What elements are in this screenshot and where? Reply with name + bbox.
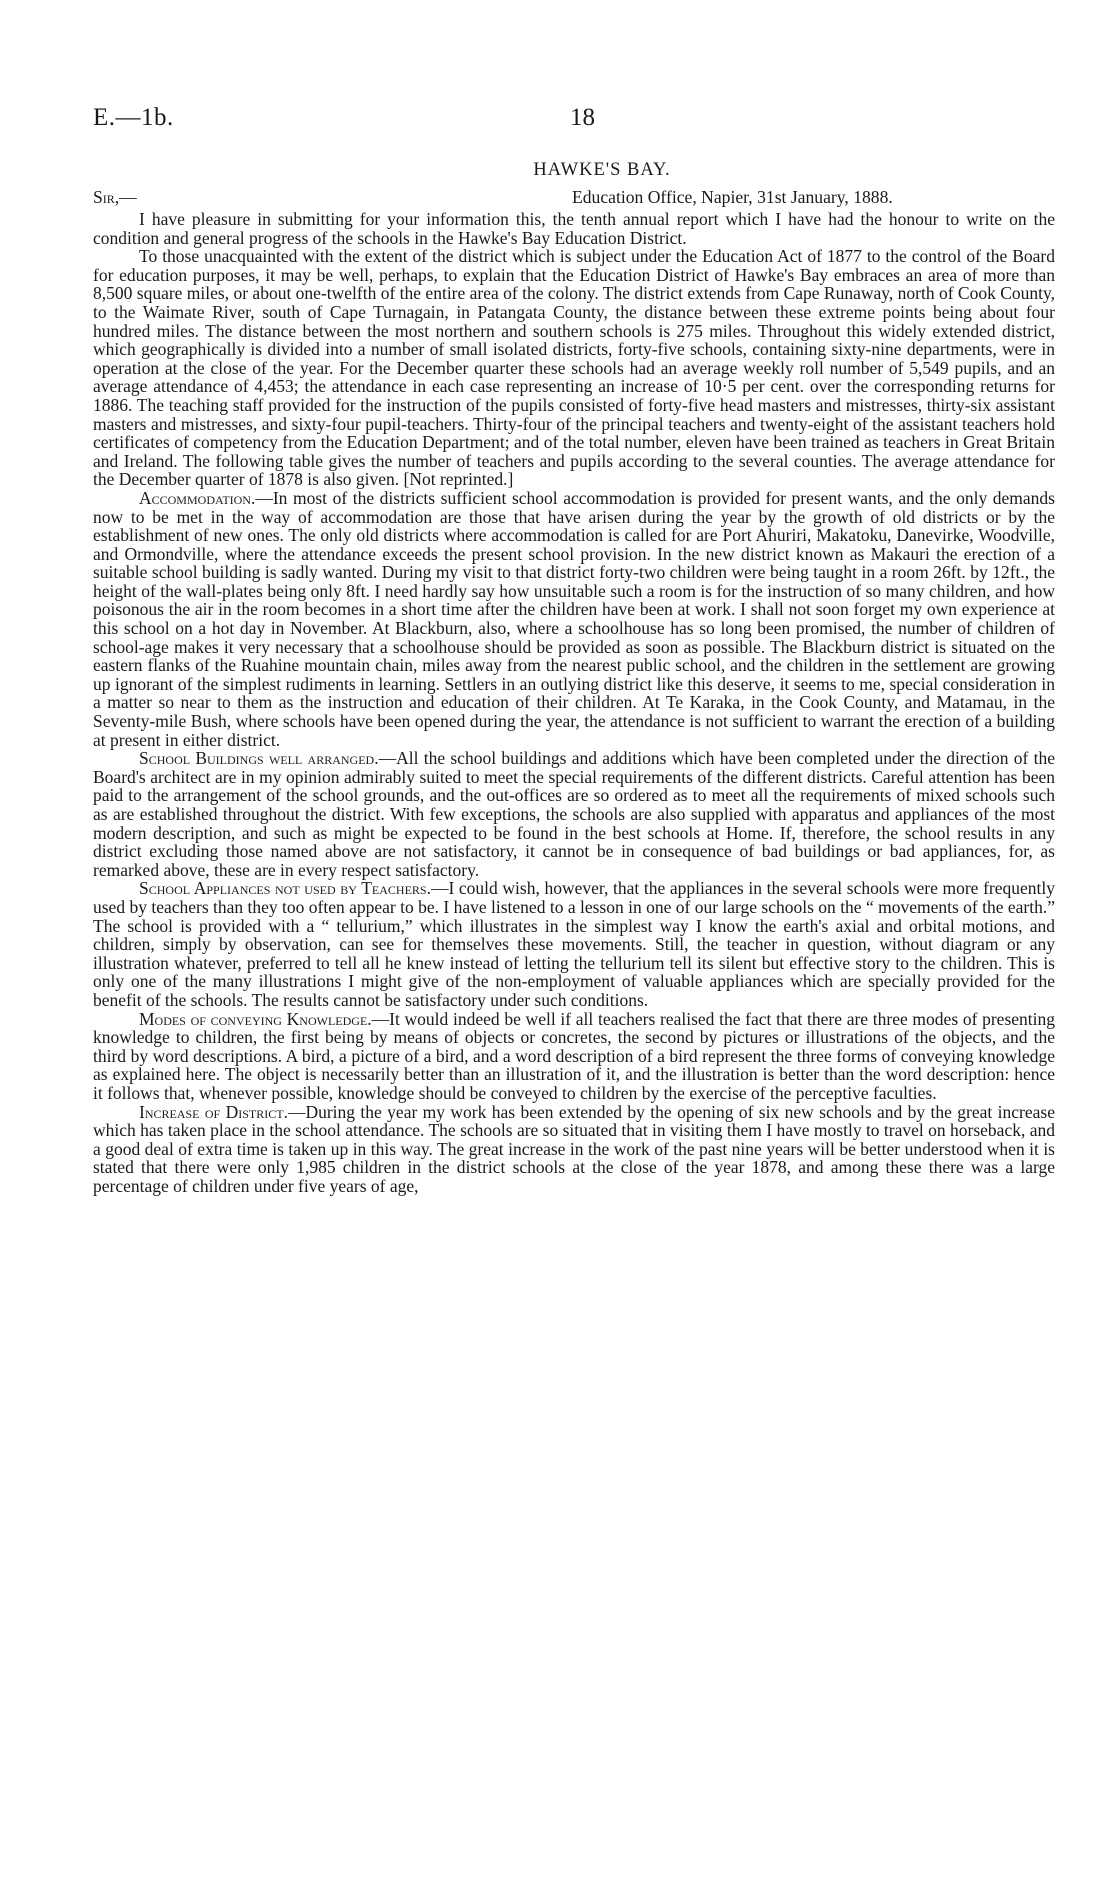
paragraph-school-buildings [93,749,1055,879]
paragraph-heading: Increase of District. [139,1101,288,1122]
paragraph-heading: School Appliances not used by Teachers. [139,878,431,899]
paragraph-heading: Modes of conveying Knowledge. [139,1008,372,1029]
paragraph-school-appliances [93,879,1055,1009]
paragraph-accommodation [93,489,1055,749]
document-reference: E.—1b. [93,104,174,131]
paragraph-text: —I could wish, however, that the appliances in the several schools were more frequently used by teachers than they too often appear to be. I have listened to a lesson in one of our large schools on the “ movements of the earth.” The school is provided with a “ tellurium,” which illustrates in the simplest way I know the earth's axial and orbital motions, and children, simply by observation, can see for themselves these movements. Still, the teacher in question, without diagram or any illustration whatever, preferred to tell all he knew instead of letting the tellurium tell its silent but effective story to the children. This is only one of the many illustrations I might give of the non-employment of valuable appliances which are specially provided for the benefit of the schools. The results cannot be satisfactory under such conditions. [93,878,1055,1010]
dateline: Education Office, Napier, 31st January, 1888. [572,187,893,207]
paragraph-text: —In most of the districts sufficient school accommodation is provided for present wants, and the only demands now to be met in the way of accommodation are those that have arisen during the year by the growth of old districts or by the establishment of new ones. The only old districts where accommodation is called for are Port Ahuriri, Makatoku, Danevirke, Woodville, and Ormondville, where the attendance exceeds the present school provision. In the new district known as Makauri the erection of a suitable school building is sadly wanted. During my visit to that district forty-two children were being taught in a room 26ft. by 12ft., the height of the wall-plates being only 8ft. I need hardly say how unsuitable such a room is for the instruction of so many children, and how poisonous the air in the room becomes in a short time after the children have been at work. I shall not soon forget my own experience at this school on a hot day in November. At Blackburn, also, where a schoolhouse has so long been promised, the number of children of school-age makes it very necessary that a schoolhouse should be provided as soon as possible. The Blackburn district is situated on the eastern flanks of the Ruahine mountain chain, miles away from the nearest public school, and the children in the settlement are growing up ignorant of the simplest rudiments in learning. Settlers in an outlying district like this deserve, it seems to me, special consideration in a matter so near to them as the instruction and education of their children. At Te Karaka, in the Cook County, and Matamau, in the Seventy-mile Bush, where schools have been opened during the year, the attendance is not sufficient to warrant the erection of a building at present in either district. [93,487,1055,750]
paragraph-text: —During the year my work has been extended by the opening of six new schools and by the great increase which has taken place in the school attendance. The schools are so situated that in visiting them I have mostly to travel on horseback, and a good deal of extra time is taken up in this way. The great increase in the work of the past nine years will be better understood when it is stated that there were only 1,985 children in the district schools at the close of the year 1878, and among these there was a large percentage of children under five years of age, [93,1101,1055,1196]
report-title: HAWKE'S BAY. [533,160,671,180]
salutation: Sir,— [93,187,137,207]
paragraph-text: —All the school buildings and additions which have been completed under the direction of the Board's architect are in my opinion admirably suited to meet the special requirements of the different districts. Careful attention has been paid to the arrangement of the school grounds, and the out-offices are so ordered as to meet all the requirements of mixed schools such as are established throughout the district. With few exceptions, the schools are also supplied with apparatus and appliances of the most modern description, and such as might be expected to be found in the best schools at Home. If, therefore, the school results in any district excluding those named above are not satisfactory, it cannot be in consequence of bad buildings or bad appliances, for, as remarked above, these are in every respect satisfactory. [93,748,1055,880]
paragraph-heading: Accommodation. [139,487,256,508]
paragraph-increase-district [93,1103,1055,1196]
paragraph-intro [93,210,1055,247]
report-body [93,210,1055,1195]
page-number: 18 [570,104,595,131]
paragraph-text: To those unacquainted with the extent of the district which is subject under the Education Act of 1877 to the control of the Board for education purposes, it may be well, perhaps, to explain that the Education District of Hawke's Bay embraces an area of more than 8,500 square miles, or about one-twelfth of the entire area of the colony. The district extends from Cape Runaway, north of Cook County, to the Waimate River, south of Cape Turnagain, in Patangata County, the distance between these extreme points being about four hundred miles. The distance between the most northern and southern schools is 275 miles. Throughout this widely extended district, which geographically is divided into a number of small isolated districts, forty-five schools, containing sixty-nine departments, were in operation at the close of the year. For the December quarter these schools had an average weekly roll number of 5,549 pupils, and an average attendance of 4,453; the attendance in each case representing an increase of 10·5 per cent. over the corresponding returns for 1886. The teaching staff provided for the instruction of the pupils consisted of forty-five head masters and mistresses, thirty-six assistant masters and mistresses, and sixty-four pupil-teachers. Thirty-four of the principal teachers and twenty-eight of the assistant teachers hold certificates of competency from the Education Department; and of the total number, eleven have been trained as teachers in Great Britain and Ireland. The following table gives the number of teachers and pupils according to the several counties. The average attendance for the December quarter of 1878 is also given. [Not reprinted.] [93,246,1055,490]
paragraph-modes-knowledge [93,1010,1055,1103]
paragraph-district-extent [93,247,1055,489]
paragraph-heading: School Buildings well arranged. [139,748,379,769]
paragraph-text: —It would indeed be well if all teachers realised the fact that there are three modes of presenting knowledge to children, the first being by means of objects or concretes, the second by pictures or illustrations of the objects, and the third by word descriptions. A bird, a picture of a bird, and a word description of a bird represent the three forms of conveying knowledge as explained here. The object is necessarily better than an illustration of it, and the illustration is better than the word description: hence it follows that, whenever possible, knowledge should be conveyed to children by the exercise of the perceptive faculties. [93,1008,1055,1103]
paragraph-text: I have pleasure in submitting for your information this, the tenth annual report which I have had the honour to write on the condition and general progress of the schools in the Hawke's Bay Education District. [93,209,1055,248]
